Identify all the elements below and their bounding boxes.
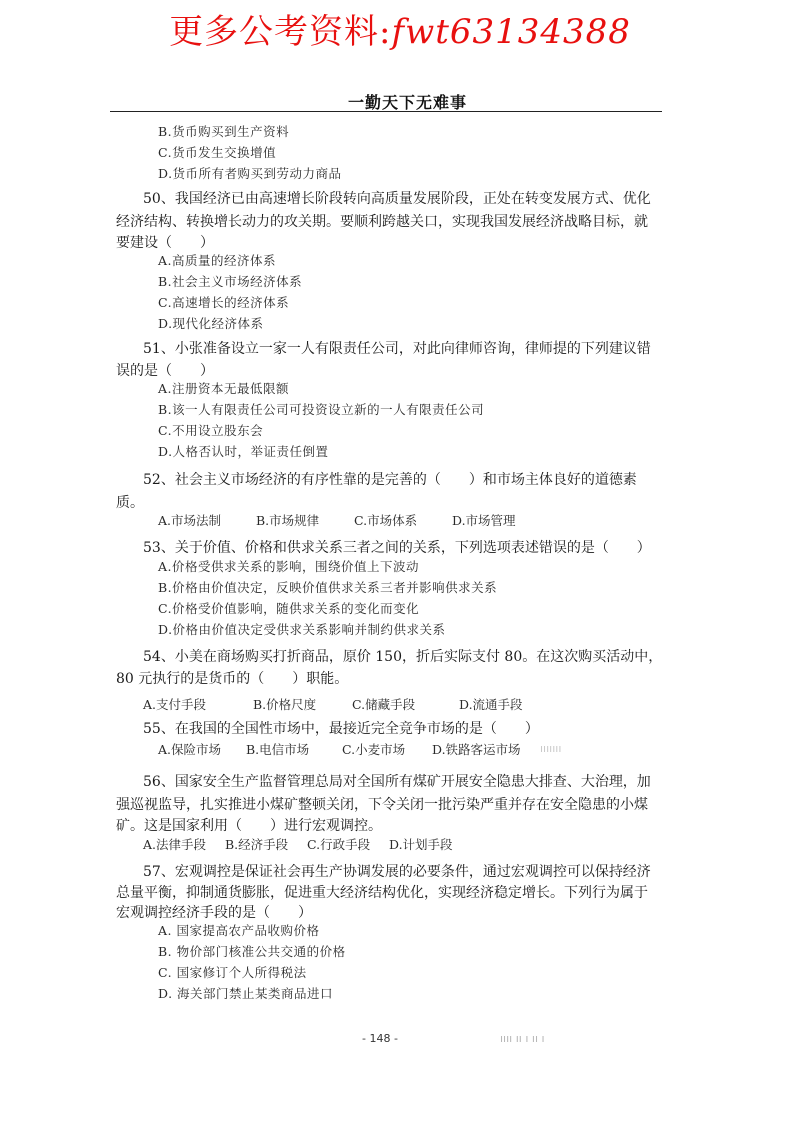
option: B. 物价部门核准公共交通的价格 <box>158 944 346 959</box>
question-line: 强巡视监导，扎实推进小煤矿整顿关闭，下令关闭一批污染严重并存在安全隐患的小煤 <box>116 797 648 813</box>
option: D. 海关部门禁止某类商品进口 <box>158 986 334 1001</box>
option: B.该一人有限责任公司可投资设立新的一人有限责任公司 <box>158 402 485 417</box>
scan-smudge: ııııııı <box>540 742 562 755</box>
question-line: 54、小美在商场购买打折商品，原价 150，折后实际支付 80。在这次购买活动中， <box>143 649 663 665</box>
page-number: - 148 - <box>362 1032 398 1045</box>
option: C.市场体系 <box>354 513 418 528</box>
option: D.计划手段 <box>389 837 453 852</box>
option: C.小麦市场 <box>342 742 406 757</box>
option: A.保险市场 <box>158 742 222 757</box>
option: A.价格受供求关系的影响，围绕价值上下波动 <box>158 559 420 574</box>
question-line: 宏观调控经济手段的是（ ） <box>116 905 312 921</box>
option: D.货币所有者购买到劳动力商品 <box>158 166 342 181</box>
option: A.法律手段 <box>143 837 207 852</box>
question-line: 要建设（ ） <box>116 235 214 251</box>
option: A.高质量的经济体系 <box>158 253 277 268</box>
option: B.价格由价值决定，反映价值供求关系三者并影响供求关系 <box>158 580 498 595</box>
option: A.注册资本无最低限额 <box>158 381 290 396</box>
option: A.市场法制 <box>158 513 222 528</box>
option: C.不用设立股东会 <box>158 423 264 438</box>
option: D.人格否认时，举证责任倒置 <box>158 444 329 459</box>
option: B.经济手段 <box>225 837 289 852</box>
option: B.市场规律 <box>256 513 320 528</box>
question-line: 55、在我国的全国性市场中，最接近完全竞争市场的是（ ） <box>143 721 539 737</box>
option-row <box>143 834 453 855</box>
option-row <box>158 510 516 531</box>
option: C.高速增长的经济体系 <box>158 295 290 310</box>
option: B.电信市场 <box>246 742 310 757</box>
banner-code: fwt63134388 <box>391 12 631 52</box>
question-line: 80 元执行的是货币的（ ）职能。 <box>116 671 349 687</box>
option: B.货币购买到生产资料 <box>158 124 290 139</box>
option: C.行政手段 <box>307 837 371 852</box>
question-line: 误的是（ ） <box>116 363 214 379</box>
option: C.货币发生交换增值 <box>158 145 277 160</box>
question-line: 50、我国经济已由高速增长阶段转向高质量发展阶段，正处在转变发展方式、优化 <box>143 191 651 207</box>
option: D.铁路客运市场 <box>432 742 521 757</box>
option: A. 国家提高农产品收购价格 <box>158 923 320 938</box>
option: D.现代化经济体系 <box>158 316 264 331</box>
option: C. 国家修订个人所得税法 <box>158 965 307 980</box>
option-row <box>143 694 523 715</box>
question-line: 总量平衡，抑制通货膨胀，促进重大经济结构优化，实现经济稳定增长。下列行为属于 <box>116 885 648 901</box>
option: C.价格受价值影响，随供求关系的变化而变化 <box>158 601 420 616</box>
question-line: 经济结构、转换增长动力的攻关期。要顺利跨越关口，实现我国发展经济战略目标，就 <box>116 214 648 230</box>
option: A.支付手段 <box>143 697 207 712</box>
question-line: 质。 <box>116 495 144 511</box>
option: B.社会主义市场经济体系 <box>158 274 303 289</box>
page-motto: 一勤天下无难事 <box>348 93 468 112</box>
question-line: 51、小张准备设立一家一人有限责任公司，对此向律师咨询，律师提的下列建议错 <box>143 341 651 357</box>
question-line: 矿。这是国家利用（ ）进行宏观调控。 <box>116 818 382 834</box>
banner-prefix: 更多公考资料: <box>169 12 392 52</box>
option: C.储藏手段 <box>352 697 416 712</box>
option-row <box>158 739 521 760</box>
question-line: 52、社会主义市场经济的有序性靠的是完善的（ ）和市场主体良好的道德素 <box>143 472 637 488</box>
question-line: 53、关于价值、价格和供求关系三者之间的关系，下列选项表述错误的是（ ） <box>143 540 651 556</box>
option: B.价格尺度 <box>253 697 317 712</box>
promo-banner <box>0 4 800 53</box>
question-line: 57、宏观调控是保证社会再生产协调发展的必要条件，通过宏观调控可以保持经济 <box>143 864 651 880</box>
question-line: 56、国家安全生产监督管理总局对全国所有煤矿开展安全隐患大排查、大治理，加 <box>143 774 651 790</box>
option: D.市场管理 <box>452 513 516 528</box>
option: D.价格由价值决定受供求关系影响并制约供求关系 <box>158 622 446 637</box>
header-rule <box>110 111 662 112</box>
scan-smudge: ıııı ıı ı ıı ı <box>500 1032 545 1045</box>
option: D.流通手段 <box>459 697 523 712</box>
